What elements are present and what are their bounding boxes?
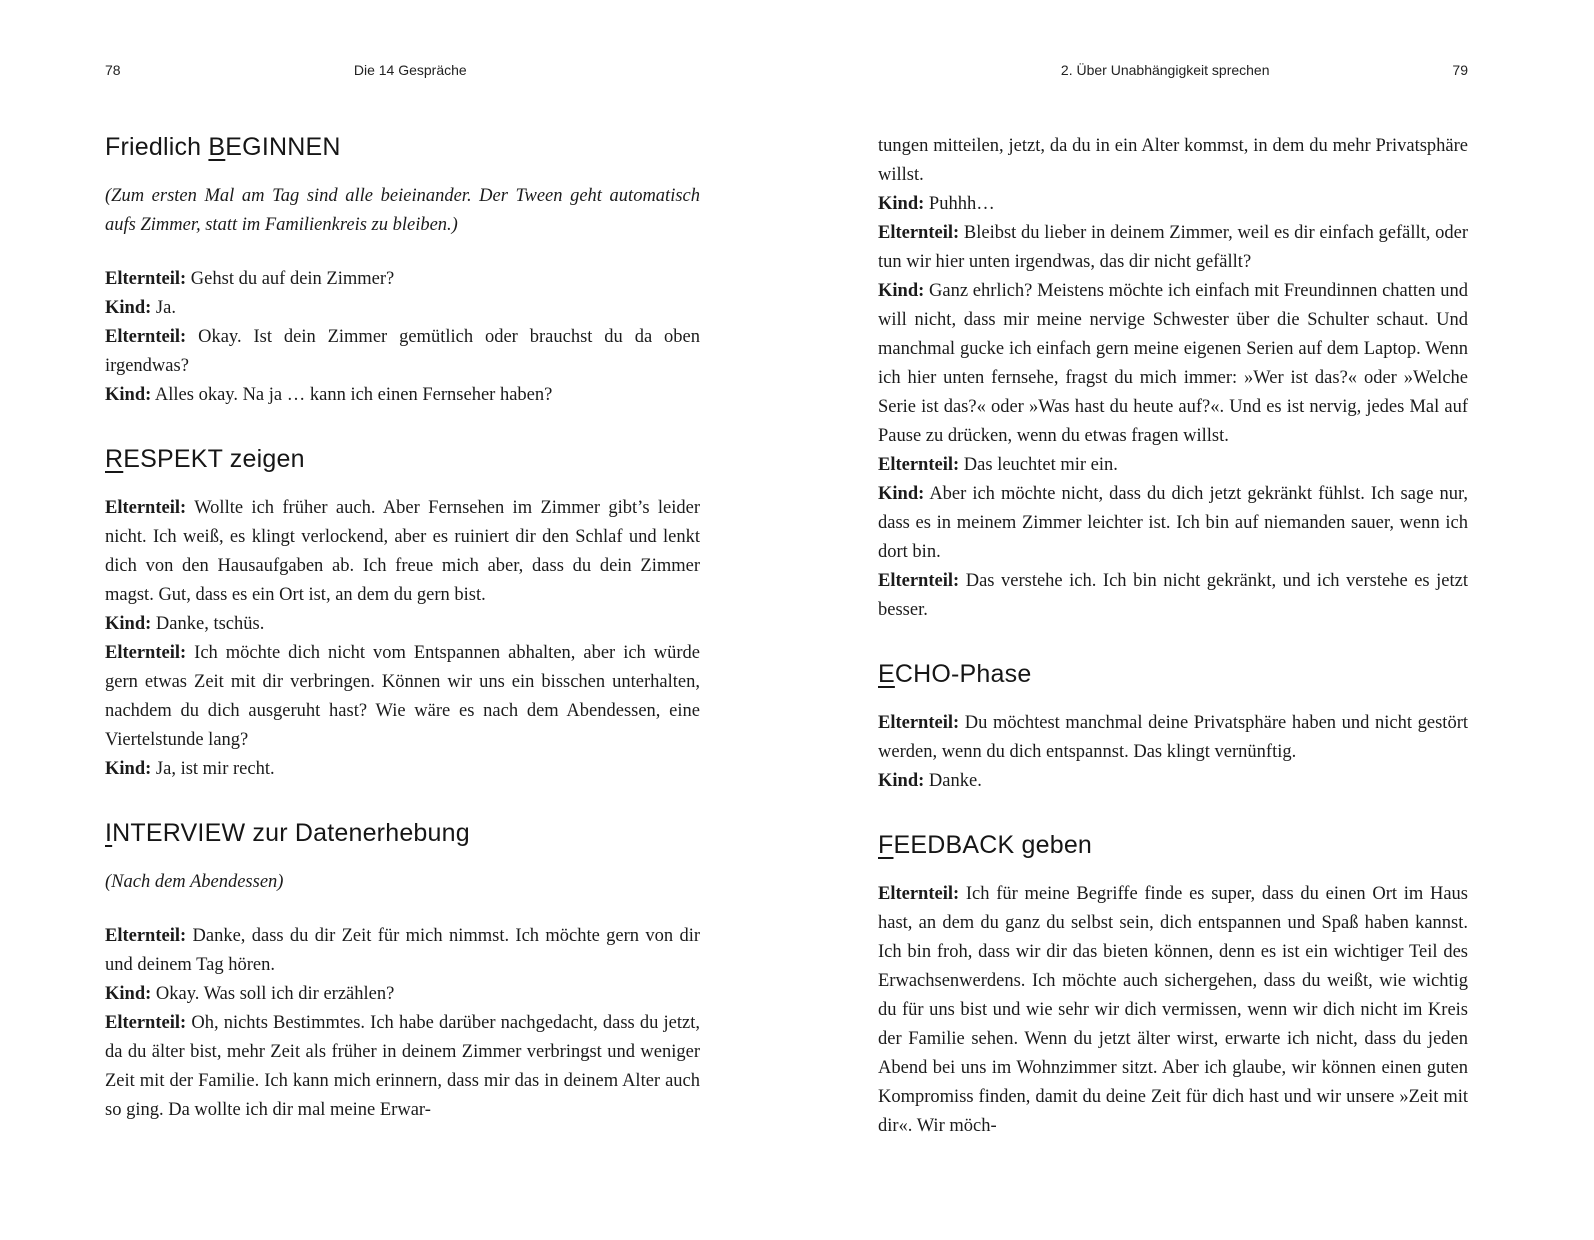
dialogue-paragraph [878, 480, 1468, 567]
dialogue-text: Okay. Ist dein Zimmer gemütlich oder brauchst du da oben irgendwas? [105, 327, 701, 376]
speaker-label: Elternteil: [105, 269, 187, 289]
heading-respekt [105, 444, 700, 474]
heading-interview [105, 818, 700, 848]
speaker-label: Elternteil: [878, 884, 960, 904]
page-number: 78 [105, 62, 121, 78]
heading-underlined-letter: I [105, 819, 113, 847]
speaker-label: Elternteil: [105, 327, 187, 347]
speaker-label: Elternteil: [105, 926, 187, 946]
heading-rest: EGINNEN [225, 133, 341, 161]
speaker-label: Elternteil: [878, 571, 960, 591]
dialogue-text: Ja, ist mir recht. [155, 759, 275, 779]
speaker-label: Elternteil: [105, 1013, 187, 1033]
page-content-left [105, 132, 700, 1125]
dialogue-paragraph [105, 755, 700, 784]
dialogue-text: Das leuchtet mir ein. [963, 455, 1118, 475]
dialogue-text: Wollte ich früher auch. Aber Fernsehen im Zimmer gibt’s leider nicht. Ich weiß, es klingt verlockend, aber es ruiniert dir den Schlaf und lenkt dich von den Hausaufgaben ab. Ich freue mich aber, dass du dein Zimmer magst. Gut, dass es ein Ort ist, an dem du gern bist. [105, 498, 700, 605]
running-head-left [105, 62, 700, 78]
dialogue-paragraph [105, 610, 700, 639]
dialogue-paragraph [878, 709, 1468, 767]
heading-rest: NTERVIEW zur Datenerhebung [112, 819, 470, 847]
speaker-label: Elternteil: [105, 498, 187, 518]
page-number: 79 [1452, 62, 1468, 78]
speaker-label: Kind: [878, 281, 925, 301]
speaker-label: Elternteil: [878, 455, 960, 475]
heading-underlined-letter: R [105, 445, 124, 473]
running-header: Die 14 Gespräche [353, 62, 467, 78]
speaker-label: Kind: [105, 298, 152, 318]
dialogue-paragraph [105, 494, 700, 610]
speaker-label: Kind: [105, 385, 152, 405]
heading-rest: CHO-Phase [894, 660, 1032, 688]
page-content-right [878, 132, 1468, 1141]
dialogue-paragraph [878, 567, 1468, 625]
dialogue-text: Danke, dass du dir Zeit für mich nimmst. Ich möchte gern von dir und deinem Tag hören. [105, 926, 700, 975]
heading-rest: EEDBACK geben [893, 831, 1093, 859]
page-right [797, 0, 1594, 1240]
dialogue-text: Das verstehe ich. Ich bin nicht gekränkt, und ich verstehe es jetzt besser. [878, 571, 1469, 620]
dialogue-text: Ganz ehrlich? Meistens möchte ich einfach mit Freundinnen chatten und will nicht, dass mir meine nervige Schwester über die Schulter schaut. Und manchmal gucke ich einfach gern meine eigenen Serien auf dem Laptop. Wenn ich hier unten fernsehe, fragst du mich immer: »Wer ist das?« oder »Welche Serie ist das?« oder »Was hast du heute auf?«. Und es ist nervig, jedes Mal auf Pause zu drücken, wenn du etwas fragen willst. [878, 281, 1468, 446]
dialogue-paragraph [105, 294, 700, 323]
dialogue-text: Gehst du auf dein Zimmer? [190, 269, 395, 289]
stage-direction: (Zum ersten Mal am Tag sind alle beieinander. Der Tween geht automatisch aufs Zimmer, statt im Familienkreis zu bleiben.) [105, 186, 700, 235]
heading-underlined-letter: B [208, 133, 226, 161]
speaker-label: Kind: [878, 484, 925, 504]
dialogue-paragraph [878, 190, 1468, 219]
heading-underlined-letter: E [878, 660, 895, 688]
dialogue-paragraph [878, 880, 1468, 1141]
dialogue-paragraph [878, 767, 1468, 796]
dialogue-paragraph [878, 277, 1468, 451]
dialogue-text: Ich möchte dich nicht vom Entspannen abhalten, aber ich würde gern etwas Zeit mit dir verbringen. Können wir uns ein bisschen unterhalten, nachdem du dich ausgeruht hast? Wie wäre es nach dem Abendessen, eine Viertelstunde lang? [105, 643, 701, 750]
speaker-label: Elternteil: [878, 223, 960, 243]
dialogue-paragraph [878, 219, 1468, 277]
stage-direction: (Nach dem Abendessen) [105, 872, 284, 892]
heading-pre: Friedlich [105, 133, 209, 161]
dialogue-paragraph [105, 980, 700, 1009]
dialogue-text: Danke, tschüs. [155, 614, 265, 634]
heading-feedback [878, 830, 1468, 860]
dialogue-paragraph [105, 1009, 700, 1125]
dialogue-paragraph [105, 639, 700, 755]
dialogue-text: Ja. [155, 298, 176, 318]
speaker-label: Kind: [878, 771, 925, 791]
dialogue-paragraph [105, 265, 700, 294]
dialogue-paragraph [105, 381, 700, 410]
speaker-label: Kind: [105, 759, 152, 779]
dialogue-text: Aber ich möchte nicht, dass du dich jetzt gekränkt fühlst. Ich sage nur, dass es in meinem Zimmer leichter ist. Ich bin auf niemanden sauer, wenn ich dort bin. [878, 484, 1469, 562]
dialogue-paragraph [105, 922, 700, 980]
heading-rest: ESPEKT zeigen [123, 445, 305, 473]
running-header: 2. Über Unabhängigkeit sprechen [1060, 62, 1270, 78]
dialogue-paragraph [878, 451, 1468, 480]
dialogue-paragraph [105, 323, 700, 381]
continuation-text: tungen mitteilen, jetzt, da du in ein Alter kommst, in dem du mehr Privatsphäre willst. [878, 136, 1468, 185]
heading-underlined-letter: F [878, 831, 894, 859]
heading-echo [878, 659, 1468, 689]
heading-beginnen [105, 132, 700, 162]
speaker-label: Kind: [878, 194, 925, 214]
running-head-right [878, 62, 1468, 78]
dialogue-text: Ich für meine Begriffe finde es super, dass du einen Ort im Haus hast, an dem du ganz du selbst sein, dich entspannen und Spaß haben kannst. Ich bin froh, dass wir dir das bieten können, denn es ist ein wichtiger Teil des Erwachsenwerdens. Ich möchte auch sichergehen, dass du weißt, wie wichtig du für uns bist und wie sehr wir dich vermissen, wenn wir dich nicht im Kreis der Familie sehen. Wenn du jetzt älter wirst, erwarte ich nicht, dass du jeden Abend bei uns im Wohnzimmer sitzt. Aber ich glaube, wir können einen guten Kompromiss finden, damit du deine Zeit für dich hast und wir unsere »Zeit mit dir«. Wir möch- [878, 884, 1468, 1136]
speaker-label: Kind: [105, 614, 152, 634]
dialogue-text: Oh, nichts Bestimmtes. Ich habe darüber nachgedacht, dass du jetzt, da du älter bist, mehr Zeit als früher in deinem Zimmer verbringst und weniger Zeit mit der Familie. Ich kann mich erinnern, dass mir das in deinem Alter auch so ging. Da wollte ich dir mal meine Erwar- [105, 1013, 700, 1120]
dialogue-text: Puhhh… [928, 194, 995, 214]
dialogue-text: Bleibst du lieber in deinem Zimmer, weil es dir einfach gefällt, oder tun wir hier unten irgendwas, das dir nicht gefällt? [878, 223, 1469, 272]
speaker-label: Elternteil: [878, 713, 960, 733]
speaker-label: Elternteil: [105, 643, 187, 663]
speaker-label: Kind: [105, 984, 152, 1004]
dialogue-text: Alles okay. Na ja … kann ich einen Fernseher haben? [154, 385, 553, 405]
dialogue-text: Okay. Was soll ich dir erzählen? [155, 984, 395, 1004]
dialogue-text: Du möchtest manchmal deine Privatsphäre haben und nicht gestört werden, wenn du dich entspannst. Das klingt vernünftig. [878, 713, 1468, 762]
dialogue-text: Danke. [928, 771, 982, 791]
